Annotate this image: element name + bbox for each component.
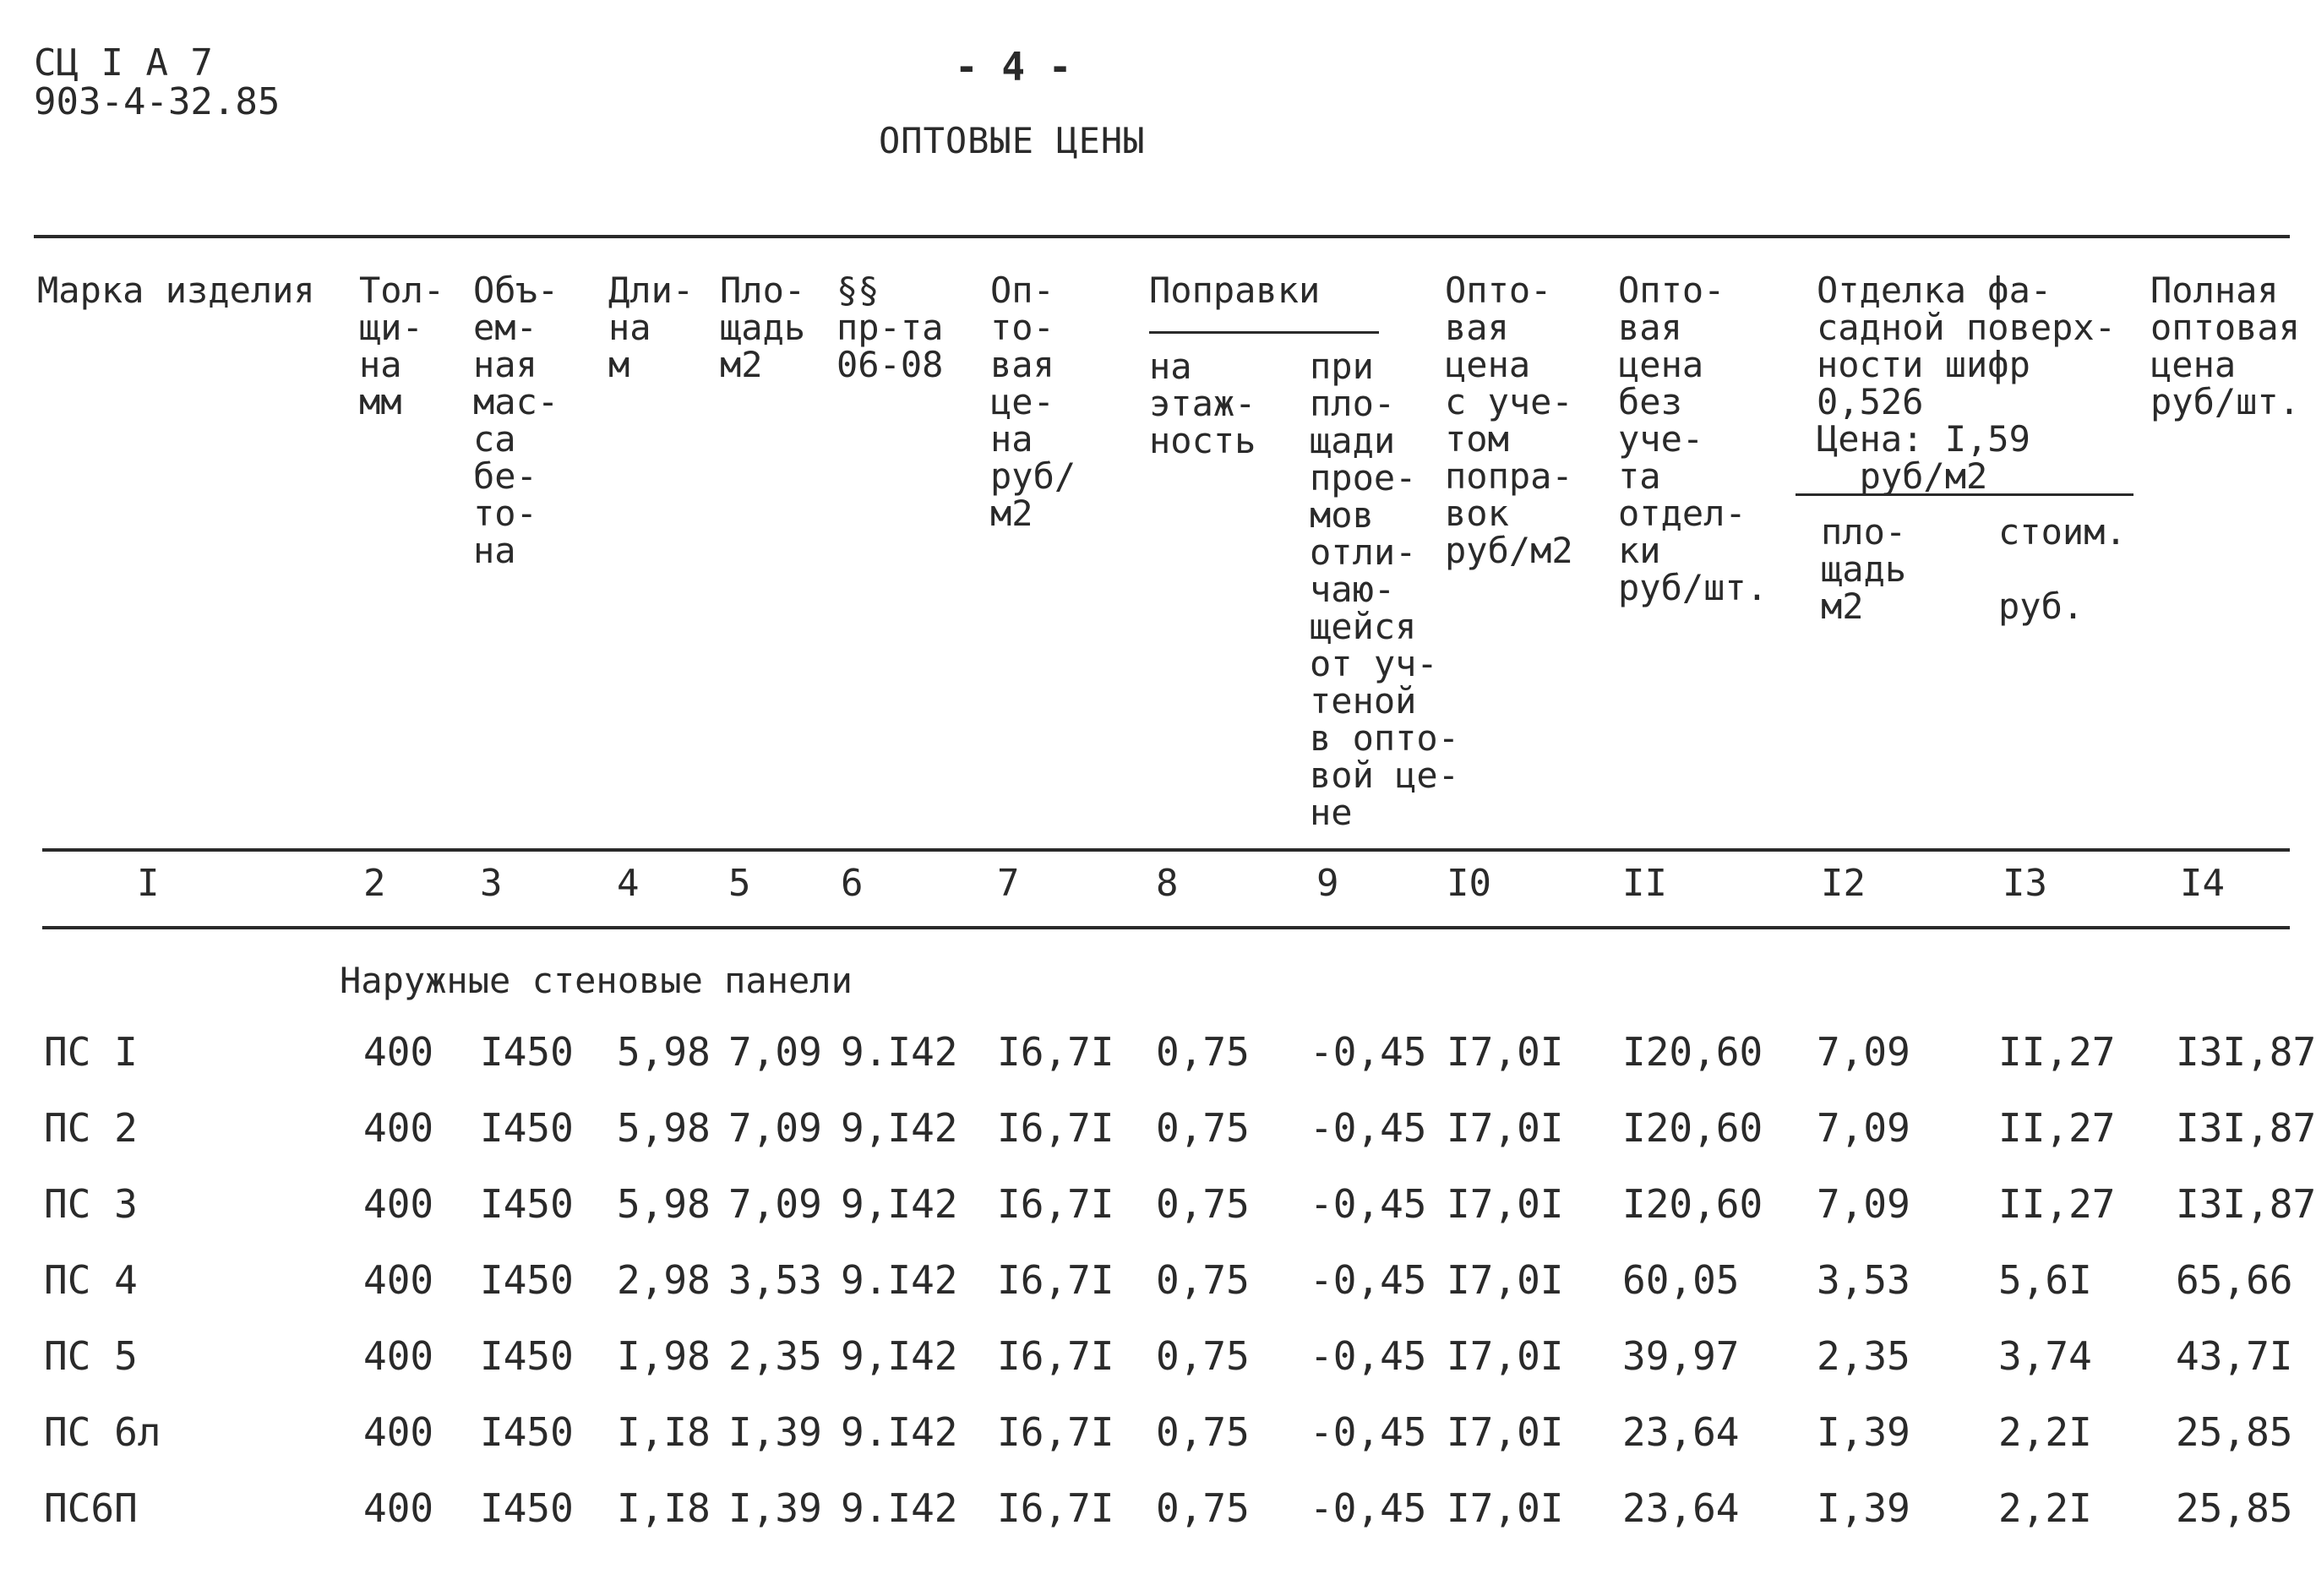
table-cell: 7,09 bbox=[728, 1181, 822, 1227]
table-cell: I450 bbox=[480, 1333, 574, 1379]
table-cell: I7,0I bbox=[1447, 1409, 1564, 1455]
doc-code-line1: СЦ I А 7 bbox=[34, 41, 213, 84]
colnum-bottom-rule bbox=[42, 926, 2290, 929]
row-mark-cell: ПС6П bbox=[44, 1485, 138, 1531]
table-cell: 9.I42 bbox=[841, 1409, 958, 1455]
table-cell: I7,0I bbox=[1447, 1105, 1564, 1151]
table-cell: 7,09 bbox=[1817, 1181, 1910, 1227]
table-cell: I6,7I bbox=[997, 1257, 1114, 1303]
table-cell: 39,97 bbox=[1622, 1333, 1740, 1379]
table-cell: II,27 bbox=[1998, 1029, 2116, 1075]
table-cell: 65,66 bbox=[2176, 1257, 2293, 1303]
col-number: I0 bbox=[1447, 862, 1491, 905]
col-header-floors: на этаж- ность bbox=[1149, 346, 1256, 461]
table-cell: 9.I42 bbox=[841, 1257, 958, 1303]
table-cell: 9,I42 bbox=[841, 1105, 958, 1151]
table-cell: -0,45 bbox=[1310, 1409, 1427, 1455]
table-cell: 2,35 bbox=[1817, 1333, 1910, 1379]
row-mark-cell: ПС I bbox=[44, 1029, 138, 1075]
table-cell: 9.I42 bbox=[841, 1029, 958, 1075]
table-cell: I7,0I bbox=[1447, 1029, 1564, 1075]
col-header-price-m2: Оп- то- вая це- на руб/ м2 bbox=[990, 270, 1076, 534]
table-cell: 5,98 bbox=[617, 1181, 711, 1227]
table-cell: I,39 bbox=[1817, 1485, 1910, 1531]
table-cell: 0,75 bbox=[1156, 1105, 1250, 1151]
table-cell: 0,75 bbox=[1156, 1257, 1250, 1303]
table-cell: 2,35 bbox=[728, 1333, 822, 1379]
table-cell: I20,60 bbox=[1622, 1105, 1763, 1151]
table-cell: -0,45 bbox=[1310, 1105, 1427, 1151]
row-mark-cell: ПС 2 bbox=[44, 1105, 138, 1151]
table-cell: 2,2I bbox=[1998, 1485, 2092, 1531]
col-header-price-no-finish: Опто- вая цена без уче- та отдел- ки руб/шт. bbox=[1618, 270, 1768, 608]
table-cell: 23,64 bbox=[1622, 1485, 1740, 1531]
table-cell: 43,7I bbox=[2176, 1333, 2293, 1379]
table-cell: I7,0I bbox=[1447, 1333, 1564, 1379]
col-header-area: Пло- щадь м2 bbox=[720, 270, 806, 385]
table-cell: I6,7I bbox=[997, 1181, 1114, 1227]
col-number: 4 bbox=[617, 862, 640, 905]
table-cell: 5,98 bbox=[617, 1105, 711, 1151]
table-cell: I20,60 bbox=[1622, 1181, 1763, 1227]
col-number: I bbox=[137, 862, 160, 905]
table-cell: I6,7I bbox=[997, 1485, 1114, 1531]
col-header-length: Дли- на м bbox=[608, 270, 695, 385]
doc-code bbox=[34, 41, 281, 123]
table-cell: 3,53 bbox=[728, 1257, 822, 1303]
table-cell: I7,0I bbox=[1447, 1257, 1564, 1303]
col-header-thickness: Тол- щи- на мм bbox=[359, 270, 445, 422]
col-number: 2 bbox=[363, 862, 386, 905]
table-cell: 9,I42 bbox=[841, 1333, 958, 1379]
table-cell: I6,7I bbox=[997, 1409, 1114, 1455]
table-cell: 0,75 bbox=[1156, 1485, 1250, 1531]
table-cell: -0,45 bbox=[1310, 1181, 1427, 1227]
table-cell: 5,6I bbox=[1998, 1257, 2092, 1303]
table-cell: I3I,87 bbox=[2176, 1029, 2316, 1075]
table-cell: I,39 bbox=[1817, 1409, 1910, 1455]
table-cell: I,I8 bbox=[617, 1485, 711, 1531]
table-cell: -0,45 bbox=[1310, 1257, 1427, 1303]
col-number: 7 bbox=[997, 862, 1020, 905]
col-number: II bbox=[1622, 862, 1667, 905]
col-number: 8 bbox=[1156, 862, 1179, 905]
col-number: 3 bbox=[480, 862, 503, 905]
col-header-finish-area: пло- щадь м2 bbox=[1821, 511, 1907, 627]
table-cell: I450 bbox=[480, 1105, 574, 1151]
header-bottom-rule bbox=[42, 848, 2290, 852]
table-cell: I7,0I bbox=[1447, 1181, 1564, 1227]
table-cell: 9,I42 bbox=[841, 1181, 958, 1227]
col-header-sections: §§ пр-та 06-08 bbox=[836, 270, 944, 385]
col-number: I3 bbox=[2003, 862, 2047, 905]
table-cell: 400 bbox=[363, 1257, 434, 1303]
table-cell: 25,85 bbox=[2176, 1409, 2293, 1455]
table-cell: 3,53 bbox=[1817, 1257, 1910, 1303]
table-cell: 400 bbox=[363, 1485, 434, 1531]
col-number: 5 bbox=[728, 862, 751, 905]
table-cell: 9.I42 bbox=[841, 1485, 958, 1531]
doc-code-line2: 903-4-32.85 bbox=[34, 80, 281, 123]
table-cell: I6,7I bbox=[997, 1333, 1114, 1379]
table-cell: I,39 bbox=[728, 1485, 822, 1531]
table-cell: I3I,87 bbox=[2176, 1181, 2316, 1227]
table-cell: 2,98 bbox=[617, 1257, 711, 1303]
table-cell: 400 bbox=[363, 1409, 434, 1455]
col-number: I4 bbox=[2180, 862, 2225, 905]
table-cell: 23,64 bbox=[1622, 1409, 1740, 1455]
table-cell: 7,09 bbox=[728, 1105, 822, 1151]
table-cell: I3I,87 bbox=[2176, 1105, 2316, 1151]
table-cell: -0,45 bbox=[1310, 1333, 1427, 1379]
col-header-price-adj: Опто- вая цена с уче- том попра- вок руб/м2 bbox=[1445, 270, 1573, 571]
table-cell: 5,98 bbox=[617, 1029, 711, 1075]
table-cell: 400 bbox=[363, 1181, 434, 1227]
table-top-rule bbox=[34, 235, 2290, 238]
col-header-otdelka: Отделка фа- садной поверх- ности шифр 0,526 Цена: I,59 руб/м2 bbox=[1817, 270, 2117, 497]
table-cell: 400 bbox=[363, 1333, 434, 1379]
table-cell: I20,60 bbox=[1622, 1029, 1763, 1075]
col-number: 9 bbox=[1316, 862, 1339, 905]
table-cell: -0,45 bbox=[1310, 1485, 1427, 1531]
col-number: 6 bbox=[841, 862, 864, 905]
table-cell: 25,85 bbox=[2176, 1485, 2293, 1531]
table-cell: 400 bbox=[363, 1105, 434, 1151]
table-cell: I450 bbox=[480, 1181, 574, 1227]
col-header-openings: при пло- щади прое- мов отли- чаю- щейся от уч- теной в опто- вой це- не bbox=[1310, 346, 1460, 833]
table-cell: I,39 bbox=[728, 1409, 822, 1455]
table-cell: I,98 bbox=[617, 1333, 711, 1379]
table-cell: I450 bbox=[480, 1485, 574, 1531]
table-cell: II,27 bbox=[1998, 1181, 2116, 1227]
row-mark-cell: ПС 3 bbox=[44, 1181, 138, 1227]
table-cell: I,I8 bbox=[617, 1409, 711, 1455]
table-cell: I6,7I bbox=[997, 1029, 1114, 1075]
table-cell: 7,09 bbox=[1817, 1029, 1910, 1075]
row-mark-cell: ПС 6л bbox=[44, 1409, 161, 1455]
col-header-mass: Объ- ем- ная мас- са бе- то- на bbox=[473, 270, 559, 571]
row-mark-cell: ПС 4 bbox=[44, 1257, 138, 1303]
table-cell: II,27 bbox=[1998, 1105, 2116, 1151]
table-cell: 0,75 bbox=[1156, 1181, 1250, 1227]
page-number: - 4 - bbox=[955, 44, 1072, 90]
col-number: I2 bbox=[1821, 862, 1866, 905]
col-header-mark: Марка изделия bbox=[37, 270, 315, 311]
table-cell: -0,45 bbox=[1310, 1029, 1427, 1075]
table-cell: 0,75 bbox=[1156, 1333, 1250, 1379]
table-cell: I6,7I bbox=[997, 1105, 1114, 1151]
table-cell: 400 bbox=[363, 1029, 434, 1075]
table-cell: 0,75 bbox=[1156, 1029, 1250, 1075]
page-title: ОПТОВЫЕ ЦЕНЫ bbox=[879, 120, 1146, 161]
table-cell: I450 bbox=[480, 1029, 574, 1075]
row-mark-cell: ПС 5 bbox=[44, 1333, 138, 1379]
table-cell: 0,75 bbox=[1156, 1409, 1250, 1455]
table-cell: I450 bbox=[480, 1409, 574, 1455]
col-header-full-price: Полная оптовая цена руб/шт. bbox=[2150, 270, 2301, 422]
col-header-popravki: Поправки bbox=[1149, 270, 1321, 311]
table-cell: 3,74 bbox=[1998, 1333, 2092, 1379]
table-cell: I450 bbox=[480, 1257, 574, 1303]
table-cell: 2,2I bbox=[1998, 1409, 2092, 1455]
table-cell: 60,05 bbox=[1622, 1257, 1740, 1303]
table-cell: 7,09 bbox=[1817, 1105, 1910, 1151]
table-cell: I7,0I bbox=[1447, 1485, 1564, 1531]
table-cell: 7,09 bbox=[728, 1029, 822, 1075]
section-title: Наружные стеновые панели bbox=[340, 960, 853, 1001]
popravki-rule bbox=[1149, 331, 1379, 334]
col-header-finish-cost: стоим. руб. bbox=[1998, 511, 2127, 627]
